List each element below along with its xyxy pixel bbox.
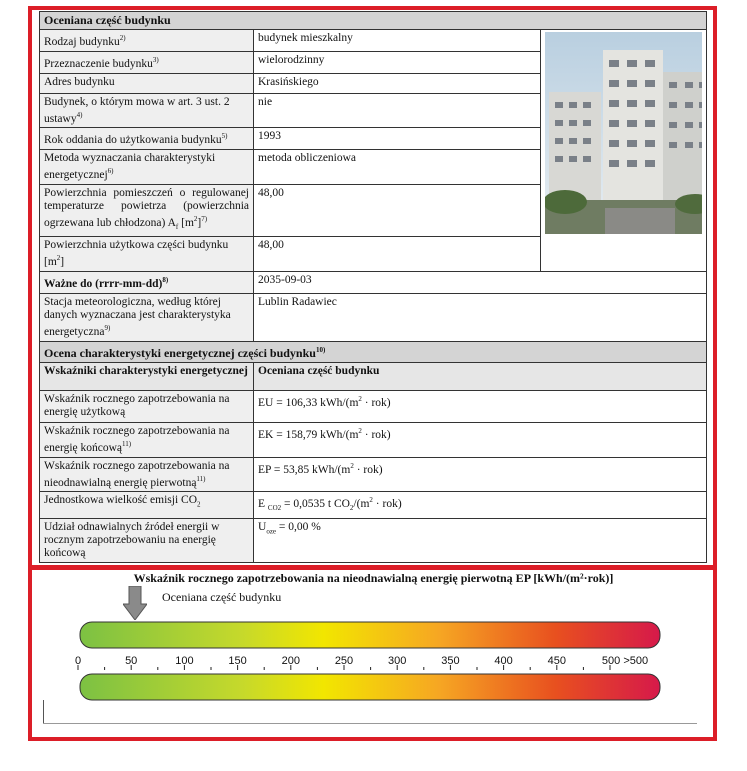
- row-label-method: Metoda wyznaczania charakterystyki energetycznej$^{6)}$: [40, 150, 254, 185]
- scale-tick-label: 100: [175, 655, 194, 667]
- certificate-table: [39, 11, 707, 563]
- row-value-method: metoda obliczeniowa: [254, 150, 541, 185]
- scale-ticks: [75, 655, 648, 670]
- section-title: Oceniana część budynku: [40, 12, 707, 30]
- row-value-art3: nie: [254, 93, 541, 128]
- scale-tick-label: 150: [228, 655, 247, 667]
- indicator-label-ep: Wskaźnik rocznego zapotrzebowania na nieodnawialną energię pierwotną$^{11)}$: [40, 457, 254, 492]
- bottom-rule: [43, 723, 697, 724]
- row-label-building-type: Rodzaj budynku$^{2)}$: [40, 30, 254, 52]
- row-value-year: 1993: [254, 128, 541, 150]
- building-photo-image: [545, 32, 702, 234]
- scale-tick-label: 400: [494, 655, 513, 667]
- scale-tick-label: 350: [441, 655, 460, 667]
- row-label-year: Rok oddania do użytkowania budynku$^{5)}$: [40, 128, 254, 150]
- indicators-header-left: Wskaźniki charakterystyki energetycznej: [40, 362, 254, 390]
- indicator-label-eu: Wskaźnik rocznego zapotrzebowania na energię użytkową: [40, 390, 254, 422]
- scale-tick-label: 200: [281, 655, 300, 667]
- scale-tick-label: 50: [125, 655, 138, 667]
- scale-tick-label: 250: [334, 655, 354, 667]
- valid-until-label: Ważne do (rrrr-mm-dd)$^{8)}$: [40, 272, 254, 294]
- scale-title: Wskaźnik rocznego zapotrzebowania na nieodnawialną energię pierwotną EP [kWh/(m²·rok)]: [133, 571, 614, 585]
- indicators-header-right: Oceniana część budynku: [254, 362, 707, 390]
- station-value: Lublin Radawiec: [254, 293, 707, 341]
- energy-scale: [60, 618, 700, 708]
- building-photo: [545, 32, 702, 234]
- indicator-value-ek: EK = 158,79 kWh/$(m^2 \cdot rok)$: [254, 422, 707, 457]
- scale-bar-bottom: [80, 674, 660, 700]
- marker-arrow-icon: [123, 586, 147, 620]
- row-label-purpose: Przeznaczenie budynku$^{3)}$: [40, 51, 254, 73]
- row-label-heated-area: Powierzchnia pomieszczeń o regulowanej temperaturze powietrza (powierzchnia ogrzewana lub chłodzona) $A_f$ $[m^2]^{7)}$: [40, 185, 254, 237]
- valid-until-value: 2035-09-03: [254, 272, 707, 294]
- scale-tick-label: 450: [547, 655, 566, 667]
- emission-value: E $_{CO2}$ = 0,0535 t $CO_2/(m^2 \cdot rok)$: [254, 492, 707, 518]
- scale-tick-label: 300: [388, 655, 407, 667]
- indicator-value-ep: EP = 53,85 kWh/$(m^2 \cdot rok)$: [254, 457, 707, 492]
- renewable-label: Udział odnawialnych źródeł energii w rocznym zapotrzebowaniu na energię końcową: [40, 518, 254, 562]
- building-photo-cell: [541, 30, 707, 272]
- row-value-heated-area: 48,00: [254, 185, 541, 237]
- left-rule: [43, 700, 44, 724]
- station-label: Stacja meteorologiczna, według której danych wyznaczana jest charakterystyka energetyczna$^{9)}$: [40, 293, 254, 341]
- row-label-usable-area: Powierzchnia użytkowa części budynku $[m^2]$: [40, 237, 254, 272]
- row-label-address: Adres budynku: [40, 73, 254, 93]
- emission-label: Jednostkowa wielkość emisji $CO_2$: [40, 492, 254, 518]
- renewable-value: $U_{oze} = 0,00$ %: [254, 518, 707, 562]
- indicator-label-ek: Wskaźnik rocznego zapotrzebowania na energię końcową$^{11)}$: [40, 422, 254, 457]
- row-value-purpose: wielorodzinny: [254, 51, 541, 73]
- indicator-value-eu: EU = 106,33 kWh/$(m^2 \cdot rok)$: [254, 390, 707, 422]
- row-label-art3: Budynek, o którym mowa w art. 3 ust. 2 ustawy$^{4)}$: [40, 93, 254, 128]
- scale-tick-label: 0: [74, 655, 82, 667]
- row-value-usable-area: 48,00: [254, 237, 541, 272]
- row-value-address: Krasińskiego: [254, 73, 541, 93]
- evaluation-header: Ocena charakterystyki energetycznej części budynku$^{10)}$: [40, 341, 707, 362]
- row-value-building-type: budynek mieszkalny: [254, 30, 541, 52]
- marker-label: Oceniana część budynku: [162, 590, 282, 604]
- scale-tick-label: 500 >500: [601, 655, 649, 667]
- scale-bar-top: [80, 622, 660, 648]
